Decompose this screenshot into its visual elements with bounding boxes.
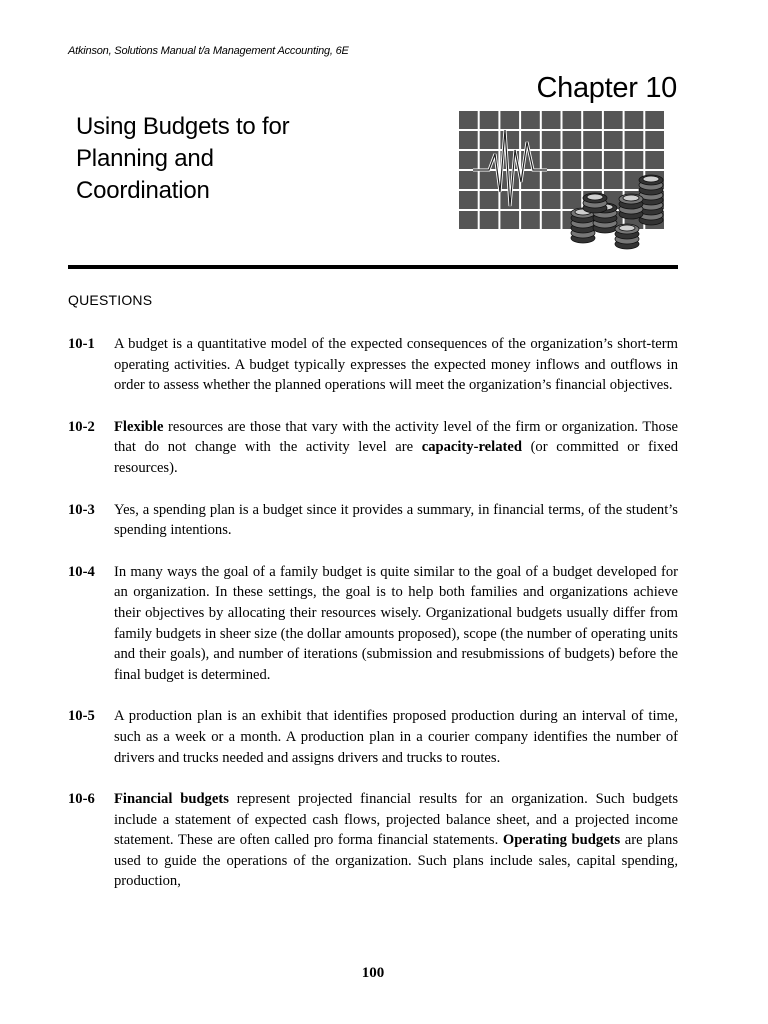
key-term: Operating budgets [502,832,621,849]
page-number: 100 [361,965,385,981]
section-divider [68,265,678,269]
chapter-title-line: Coordination [76,177,210,204]
question-item [68,334,678,396]
question-number: 10-6 [68,791,95,808]
key-term: Financial budgets [114,791,229,808]
question-text: In many ways the goal of a family budget is quite similar to the goal of a budget developed for an organization. In these settings, the goal is to help both families and organizations achieve their objectives by allocating their resources wisely. Organizational budgets usually differ from family budgets in sheer size (the dollar amounts proposed), scope (the number of operating units and their goals), and number of iterations (submission and resubmissions of budgets) before the final budget is determined. [114,563,678,683]
question-text: A budget is a quantitative model of the expected consequences of the organization’s short-term operating activities. A budget typically expresses the expected money inflows and outflows in order to assess whether the planned operations will meet the organization’s financial objectives. [114,336,678,394]
questions-list [68,334,678,913]
question-text: resources are those that vary with the activity level of the firm or organization. Those that do not change with the activity level are [114,418,678,456]
question-number: 10-4 [68,563,95,580]
key-term: capacity-related [421,439,522,456]
question-text: Yes, a spending plan is a budget since it provides a summary, in financial terms, of the student’s spending intentions. [114,501,678,539]
section-heading: QUESTIONS [68,292,153,308]
question-number: 10-2 [68,418,95,435]
question-item [68,417,678,479]
question-text: A production plan is an exhibit that identifies proposed production during an interval of time, such as a week or a month. A production plan in a courier company identifies the number of drivers and trucks needed and assigns drivers and trucks to routes. [114,708,678,766]
chapter-title-line: Using Budgets to for [76,113,290,140]
question-number: 10-1 [68,336,95,352]
running-header: Atkinson, Solutions Manual t/a Management Accounting, 6E [68,45,349,57]
question-item [68,789,678,892]
question-text: are plans used to guide the operations of the organization. Such plans include sales, capital spending, production, [114,832,679,890]
question-text: (or committed or fixed resources). [114,439,678,476]
question-item [68,562,678,686]
chapter-title-line: Planning and [76,145,214,172]
question-item [68,706,678,768]
question-item [68,500,678,541]
question-number: 10-5 [68,708,95,725]
question-text: represent projected financial results for an organization. Such budgets include a statement of expected cash flows, projected balance sheet, and a projected income statement. These are often called pro forma financial statements. [114,791,678,849]
chapter-label: Chapter 10 [536,72,677,104]
key-term: Flexible [114,418,164,435]
chapter-title [76,111,376,207]
question-number: 10-3 [68,501,95,518]
chart-with-coins-icon [455,110,680,250]
